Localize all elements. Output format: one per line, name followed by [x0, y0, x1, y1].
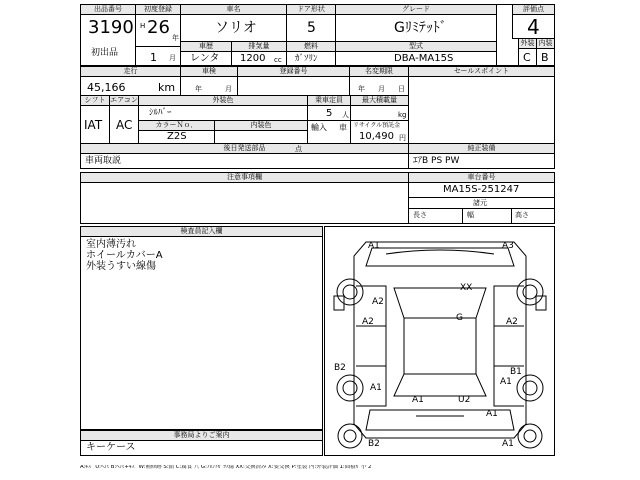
first-listing: 初出品 [91, 48, 119, 58]
capacity-cell [307, 95, 351, 121]
docs-item: 車両取説 [85, 156, 122, 166]
vehicle-history: レンタ [190, 53, 220, 64]
mark-left-door: A2 [362, 317, 374, 327]
capacity-unit: 人 [342, 111, 349, 119]
mark-bottom-left: B2 [368, 439, 380, 449]
reg-year: 26 [147, 17, 170, 38]
mark-bottom-right: A1 [502, 439, 514, 449]
mark-rear-right: A1 [486, 409, 498, 419]
chassis-number: MA15S-251247 [443, 184, 520, 195]
reg-month: 1 [150, 51, 157, 64]
inspector-line-1: 室内薄汚れ [86, 239, 136, 250]
inspection-cell [180, 66, 238, 96]
chassis-label: 車台番号 [409, 173, 554, 183]
name-change-year-unit: 年 [358, 85, 365, 93]
equipment-label: 純正装備 [409, 144, 554, 154]
lot-number: 3190 [88, 17, 134, 38]
max-load-cell [350, 95, 409, 121]
model-label: 型式 [336, 42, 496, 52]
lot-cell [80, 4, 136, 66]
mark-left-fender: A2 [372, 297, 384, 307]
mark-right-rear-wheel: A1 [500, 377, 512, 387]
office-label: 事務局よりご案内 [81, 431, 322, 441]
score: 4 [527, 15, 540, 39]
grade: Gﾘﾐﾃｯﾄﾞ [394, 20, 447, 36]
car-name: ソリオ [215, 20, 257, 36]
mark-left-rear: B2 [334, 363, 346, 373]
displacement-unit: cc [274, 56, 282, 64]
shift-label: シフト [81, 96, 109, 106]
model: DBA-MA15S [394, 53, 454, 64]
history-label: 車歴 [181, 42, 231, 52]
fuel-cell [286, 41, 336, 66]
exterior-cell [518, 38, 537, 66]
shift-cell [80, 95, 110, 144]
docs-label: 後日発送部品 [81, 144, 408, 154]
name-change-day-unit: 日 [398, 85, 405, 93]
doors-cell [286, 4, 336, 42]
mark-rear-left: A1 [412, 395, 424, 405]
car-name-label: 車名 [181, 5, 286, 15]
sales-point-label: セールスポイント [409, 67, 554, 77]
car-name-cell [180, 4, 287, 42]
history-cell [180, 41, 232, 66]
grade-label: グレード [336, 5, 496, 15]
equipment-cell [408, 143, 555, 169]
mark-front-left: A1 [368, 241, 380, 251]
docs-cell [80, 143, 409, 169]
grade-cell [335, 4, 497, 42]
mark-right-rear: B1 [510, 367, 522, 377]
mark-windshield: G [456, 313, 463, 323]
docs-unit: 点 [295, 145, 302, 153]
model-cell [335, 41, 497, 66]
reg-year-unit: 年 [172, 34, 179, 42]
ext-color: ｼﾙﾊﾞｰ [149, 108, 172, 118]
doors: 5 [307, 20, 316, 36]
inspection-label: 車検 [181, 67, 237, 77]
mark-front-right: A3 [502, 241, 514, 251]
mileage: 45,166 [87, 81, 126, 94]
import-value: 車 [339, 123, 347, 132]
mileage-cell [80, 66, 181, 96]
mileage-unit: km [158, 81, 176, 94]
color-no-label: カラーＮｏ． [139, 121, 214, 131]
name-change-cell [349, 66, 409, 96]
interior-grade: B [541, 51, 549, 64]
import-cell [307, 120, 351, 144]
ac-label: エアコン [110, 96, 138, 104]
car-damage-diagram [326, 226, 554, 454]
registration-label: 登録番号 [238, 67, 349, 77]
office-cell [80, 430, 323, 456]
interior-label: 内装 [538, 39, 553, 47]
color-no: Z2S [167, 131, 187, 142]
capacity: 5 [326, 108, 333, 119]
inspector-line-2: ホイールカバーA [86, 250, 163, 261]
notes-label: 注意事項欄 [81, 173, 408, 183]
office-note: キーケース [86, 442, 136, 453]
name-change-month-unit: 月 [378, 85, 385, 93]
sales-point-cell [408, 66, 555, 144]
registration-cell [237, 66, 350, 96]
recycle-cell [350, 120, 409, 144]
reg-month-unit: 月 [169, 54, 176, 62]
mark-rear-center: U2 [458, 395, 471, 405]
fuel-label: 燃料 [287, 42, 335, 52]
mark-left-rear-wheel: A1 [370, 383, 382, 393]
ac: AC [116, 118, 133, 132]
max-load-unit: kg [398, 111, 407, 119]
exterior-label: 外装 [520, 39, 535, 47]
name-change-label: 名変期限 [350, 67, 408, 77]
era: H [140, 22, 146, 30]
chassis-cell [408, 172, 555, 224]
recycle-value: 10,490 [359, 131, 394, 142]
inspector-label: 検査員記入欄 [81, 227, 322, 237]
shift: IAT [84, 118, 103, 132]
int-color-label: 内装色 [215, 121, 307, 131]
exterior-grade: C [523, 51, 531, 64]
equipment: ｴｱB PS PW [413, 156, 460, 166]
inspector-cell [80, 226, 323, 430]
ext-color-cell [138, 95, 308, 121]
first-reg-cell [135, 4, 181, 66]
ac-cell [109, 95, 139, 144]
max-load-label: 最大積載量 [351, 96, 408, 106]
lot-label: 出品番号 [81, 5, 135, 15]
length-label: 長さ [413, 211, 427, 219]
mark-right-door: A2 [506, 317, 518, 327]
height-label: 高さ [515, 211, 529, 219]
inspection-year-unit: 年 [195, 85, 202, 93]
score-cell [512, 4, 555, 39]
dimensions-label: 諸元 [473, 199, 487, 207]
capacity-label: 乗車定員 [308, 96, 350, 106]
score-label: 評価点 [513, 5, 554, 15]
doors-label: ドア形状 [287, 5, 335, 15]
color-no-cell [138, 120, 215, 144]
recycle-unit: 円 [399, 134, 406, 142]
fuel: ｶﾞｿﾘﾝ [295, 54, 318, 64]
recycle-label: リサイクル預託金 [353, 122, 401, 129]
ext-color-label: 外装色 [139, 96, 307, 106]
mark-hood: XX [460, 283, 473, 293]
inspector-line-3: 外装うすい線傷 [86, 261, 156, 272]
displacement-cell [231, 41, 287, 66]
inspection-month-unit: 月 [225, 85, 232, 93]
import-label: 輸入 [311, 123, 327, 132]
interior-cell [536, 38, 555, 66]
damage-legend: A:ｷｽﾞ U:ﾍｺﾐ B:ﾍｺﾐ+ｷｽﾞ W:補修跡 S:錆 C:腐食 穴 G:ﾌﾛﾝﾄｶﾞﾗｽ傷 XX:交換済み X:要交換 P:塗装 内:外装評価 1:面積ｶﾞ小 2 [80, 465, 372, 470]
mileage-label: 走行 [81, 67, 180, 77]
notes-cell [80, 172, 409, 224]
first-reg-label: 初度登録 [136, 5, 180, 15]
displacement: 1200 [240, 53, 266, 64]
width-label: 幅 [467, 211, 474, 219]
int-color-cell [214, 120, 308, 144]
displacement-label: 排気量 [232, 42, 286, 52]
